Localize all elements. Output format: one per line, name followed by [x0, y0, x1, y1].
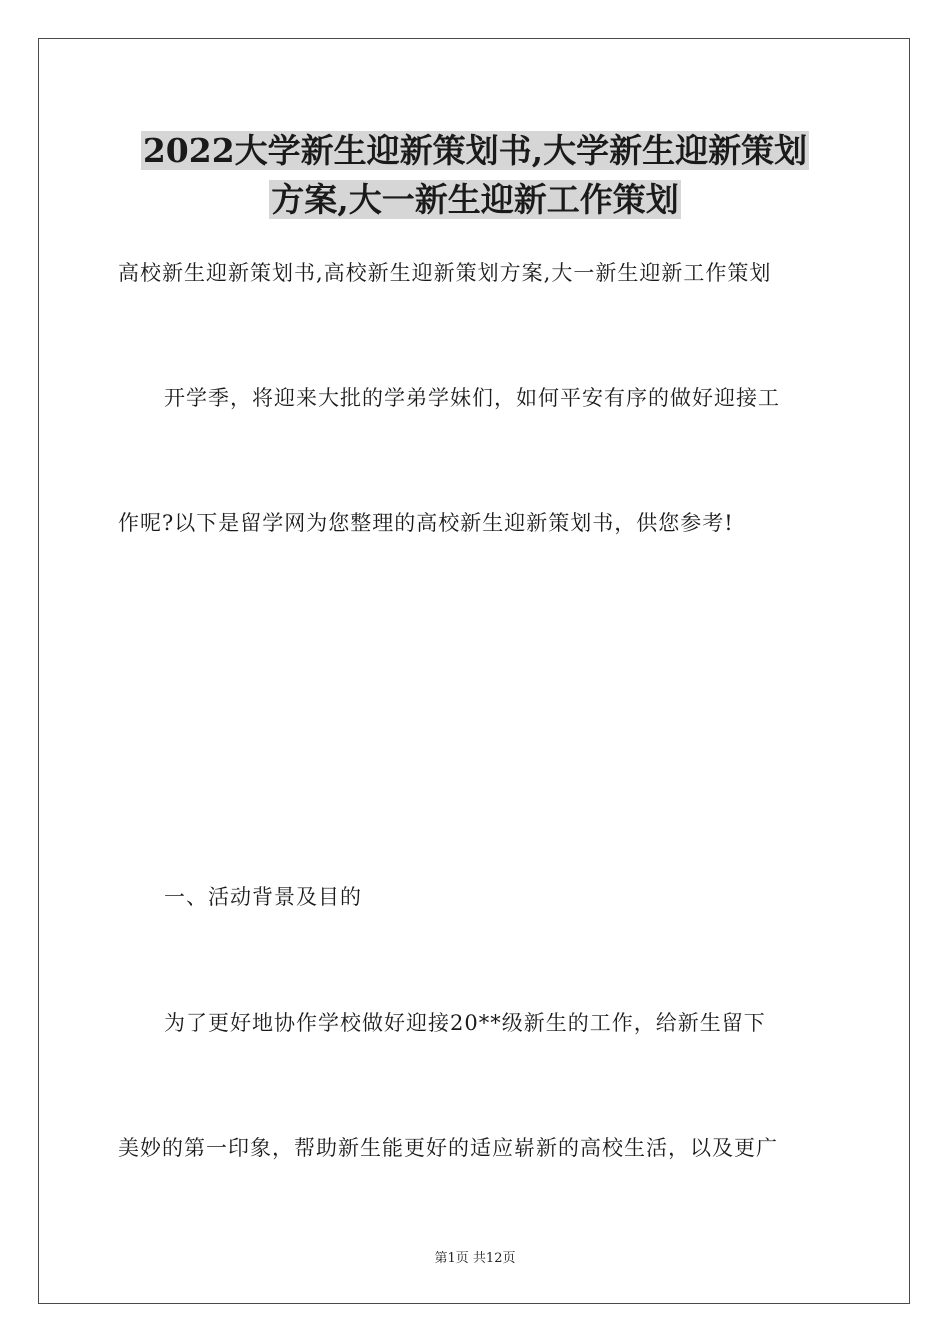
body-paragraph-line-1: 为了更好地协作学校做好迎接20**级新生的工作，给新生留下	[164, 1011, 766, 1035]
subtitle-paragraph: 高校新生迎新策划书,高校新生迎新策划方案,大一新生迎新工作策划	[118, 261, 772, 285]
page-border	[38, 38, 910, 1304]
section-heading: 一、活动背景及目的	[164, 885, 362, 909]
document-title-line-1	[0, 127, 950, 175]
intro-paragraph-line-1: 开学季，将迎来大批的学弟学妹们，如何平安有序的做好迎接工	[164, 386, 780, 410]
page-footer: 第1页 共12页	[434, 1251, 516, 1266]
intro-paragraph-line-2: 作呢?以下是留学网为您整理的高校新生迎新策划书，供您参考!	[118, 511, 734, 535]
title-text-1: 2022大学新生迎新策划书,大学新生迎新策划	[142, 131, 808, 170]
title-text-2: 方案,大一新生迎新工作策划	[271, 180, 679, 219]
body-paragraph-line-2: 美妙的第一印象，帮助新生能更好的适应崭新的高校生活，以及更广	[118, 1136, 778, 1160]
document-title-line-2	[0, 176, 950, 224]
